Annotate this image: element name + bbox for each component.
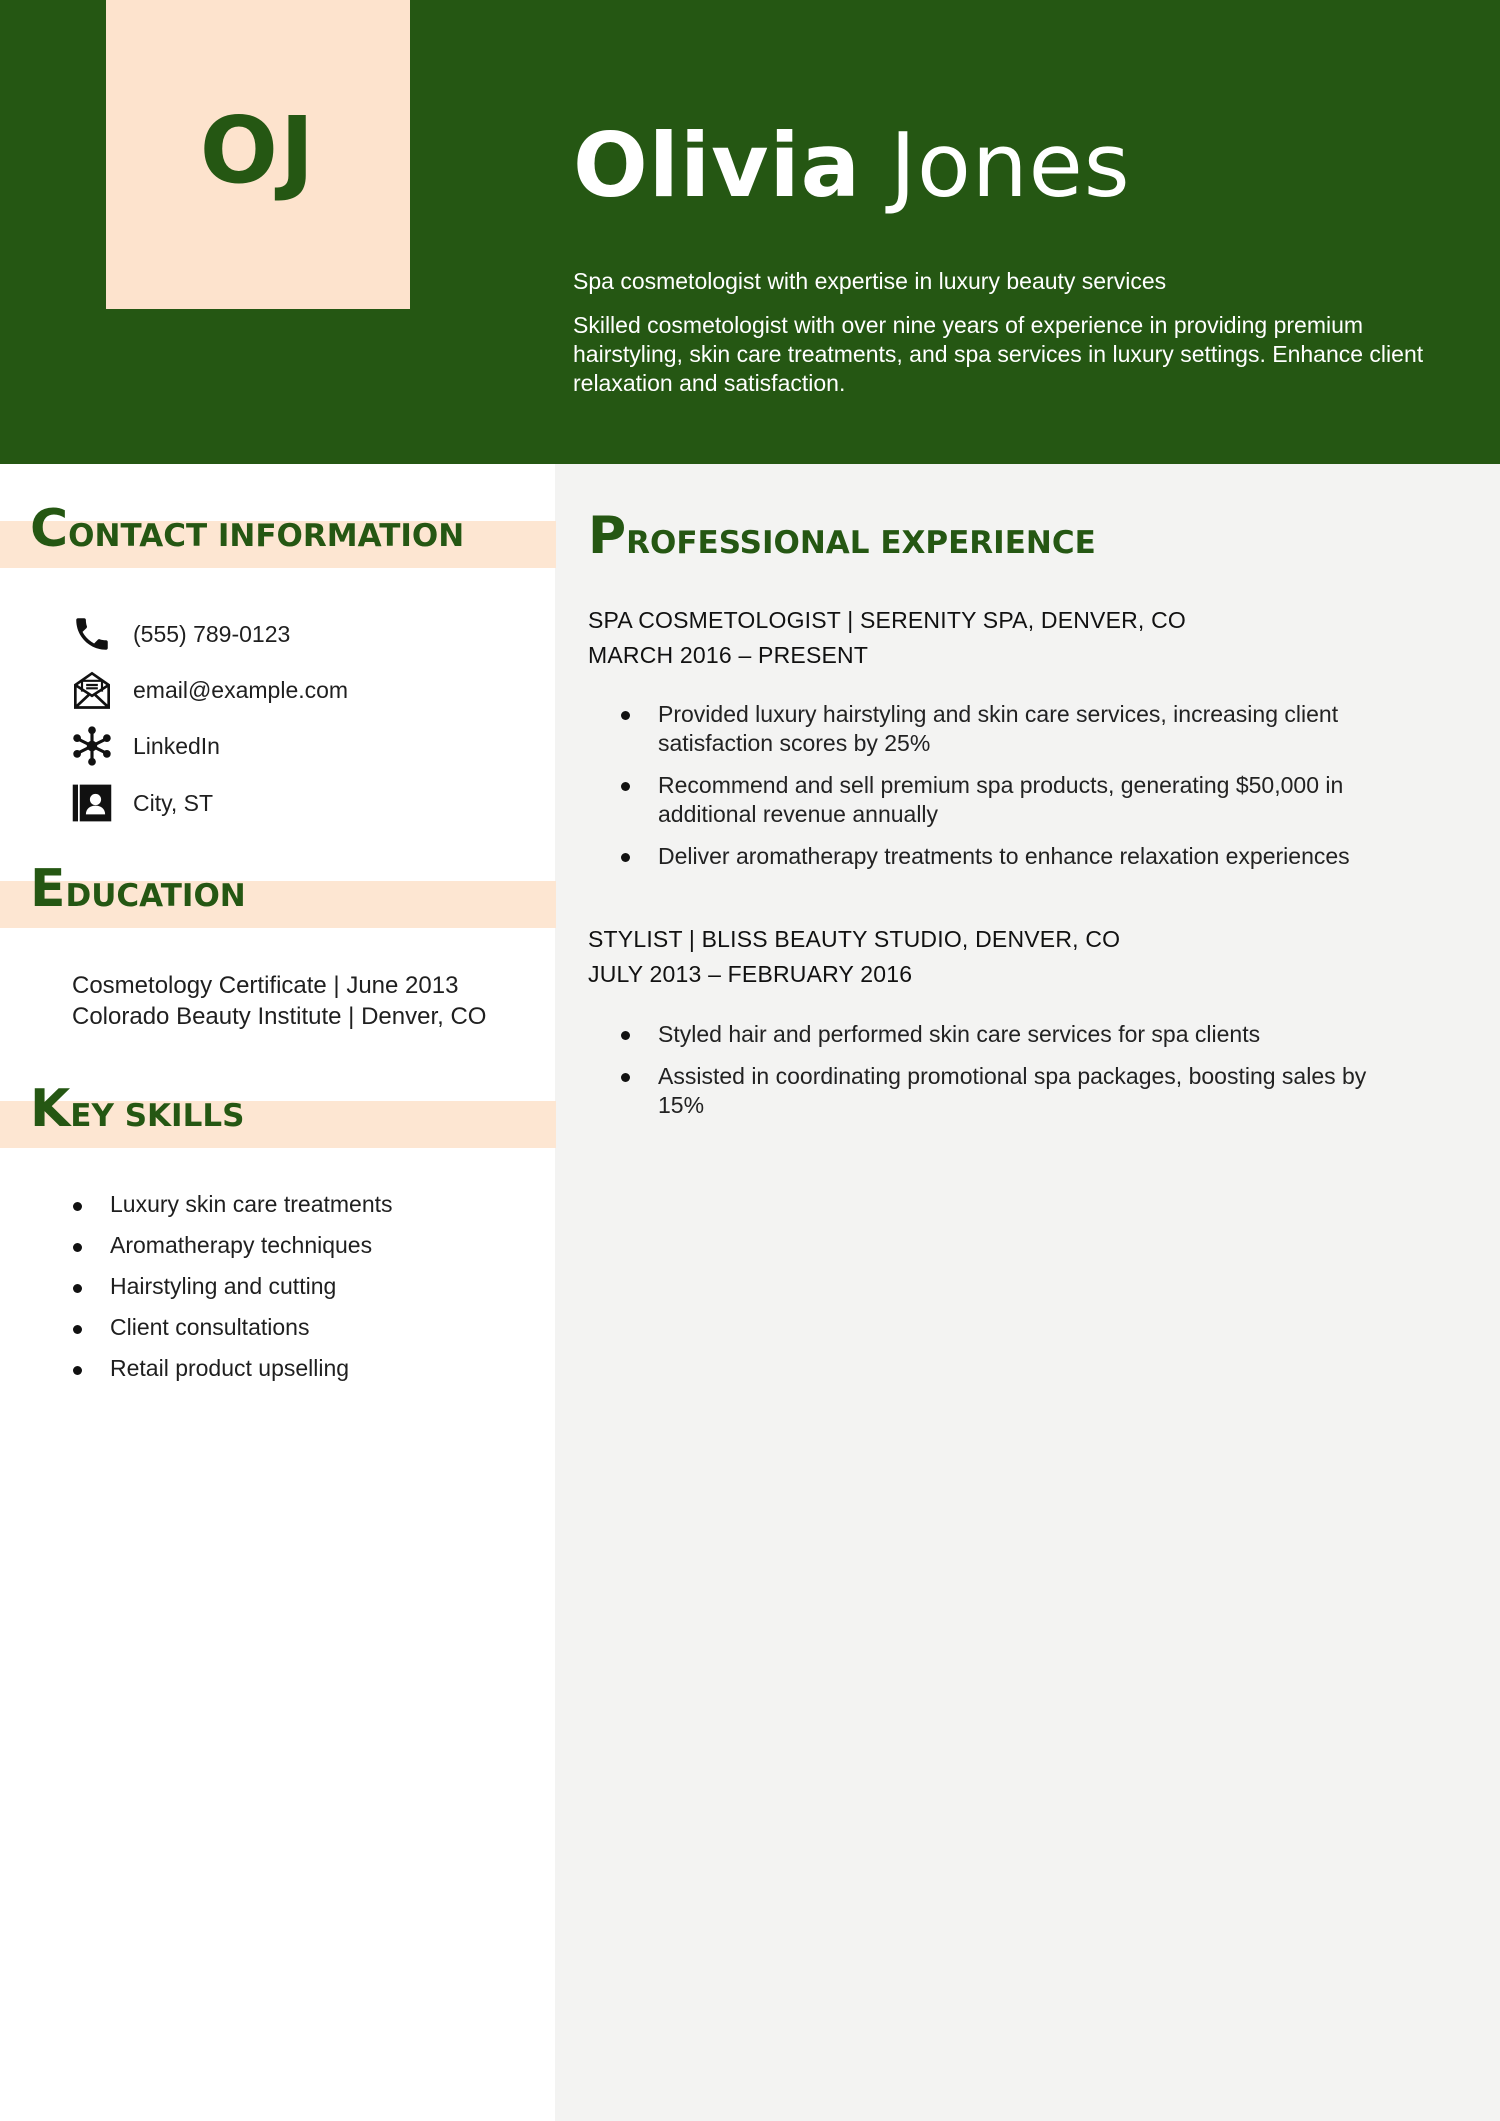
education-institution: Colorado Beauty Institute | Denver, CO — [72, 1003, 487, 1030]
skill-item: Retail product upselling — [70, 1355, 393, 1396]
contact-linkedin-text: LinkedIn — [133, 732, 220, 759]
job-bullet: Assisted in coordinating promotional spa packages, boosting sales by 15% — [618, 1062, 1408, 1120]
job-dates: JULY 2013 – FEBRUARY 2016 — [588, 961, 913, 987]
contact-book-icon — [70, 781, 114, 825]
skill-item: Luxury skin care treatments — [70, 1191, 393, 1232]
first-name: Olivia — [573, 114, 862, 217]
contact-heading: CONTACT INFORMATION — [30, 499, 465, 559]
job-title: SPA COSMETOLOGIST | SERENITY SPA, DENVER, CO — [588, 607, 1187, 633]
resume-header — [0, 0, 1500, 464]
skills-list — [70, 1191, 393, 1396]
headline: Spa cosmetologist with expertise in luxury beauty services — [573, 268, 1167, 294]
last-name: Jones — [890, 114, 1131, 217]
skills-heading: KEY SKILLS — [30, 1079, 245, 1139]
education-certificate: Cosmetology Certificate | June 2013 — [72, 972, 459, 999]
monogram: OJ — [199, 97, 317, 204]
job-dates: MARCH 2016 – PRESENT — [588, 642, 869, 668]
contact-phone-text: (555) 789-0123 — [133, 620, 291, 647]
mail-icon — [70, 668, 114, 712]
job-bullet: Recommend and sell premium spa products, generating $50,000 in additional revenue annually — [618, 771, 1408, 829]
skill-item: Hairstyling and cutting — [70, 1273, 393, 1314]
job-bullet: Provided luxury hairstyling and skin care services, increasing client satisfaction scores by 25% — [618, 700, 1408, 758]
job-bullets — [618, 1020, 1408, 1133]
experience-heading: PROFESSIONAL EXPERIENCE — [588, 506, 1096, 566]
skill-item: Client consultations — [70, 1314, 393, 1355]
skill-item: Aromatherapy techniques — [70, 1232, 393, 1273]
education-entry — [72, 970, 486, 1032]
candidate-name — [573, 114, 1131, 217]
contact-phone — [70, 612, 290, 656]
contact-email-text: email@example.com — [133, 676, 349, 703]
network-icon — [70, 724, 114, 768]
phone-icon — [70, 612, 114, 656]
job-bullet: Deliver aromatherapy treatments to enhance relaxation experiences — [618, 842, 1408, 871]
monogram-box — [106, 0, 410, 309]
job-title: STYLIST | BLISS BEAUTY STUDIO, DENVER, CO — [588, 926, 1121, 952]
summary: Skilled cosmetologist with over nine years of experience in providing premium hairstyling, skin care treatments, and spa services in luxury settings. Enhance client relaxation and satisfaction. — [573, 312, 1424, 396]
contact-email — [70, 668, 348, 712]
contact-location — [70, 781, 213, 825]
education-heading: EDUCATION — [30, 859, 246, 919]
job-bullet: Styled hair and performed skin care services for spa clients — [618, 1020, 1408, 1049]
job-bullets — [618, 700, 1408, 884]
contact-location-text: City, ST — [133, 789, 214, 816]
contact-linkedin — [70, 724, 220, 768]
